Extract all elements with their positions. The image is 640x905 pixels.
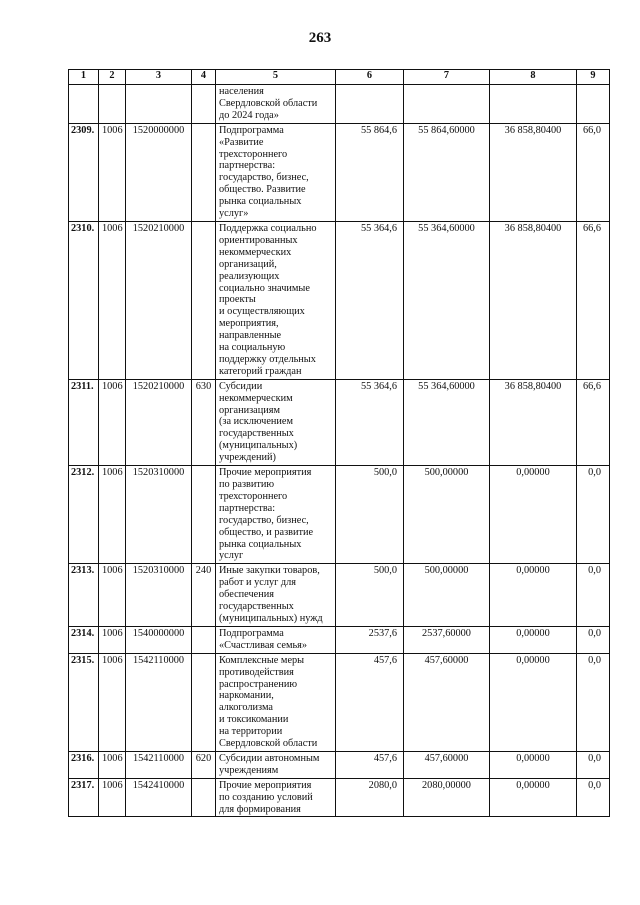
section-code-cell: 1006 [99,466,126,564]
description-cell: Прочие мероприятия по созданию условий для формирования [216,778,336,817]
target-article-cell: 1542110000 [126,751,192,778]
amount-cell: 457,6 [336,653,404,751]
amount-cell: 2080,0 [336,778,404,817]
column-header: 5 [216,70,336,85]
budget-table [68,69,610,817]
target-article-cell: 1520310000 [126,466,192,564]
row-number-cell: 2317. [69,778,99,817]
section-code-cell: 1006 [99,653,126,751]
column-header: 9 [577,70,610,85]
percent-cell: 0,0 [577,751,610,778]
executed-cell: 0,00000 [490,778,577,817]
amount-cell: 500,0 [336,564,404,627]
section-code-cell: 1006 [99,778,126,817]
column-header: 3 [126,70,192,85]
expense-type-cell [192,466,216,564]
amount-cell [336,85,404,124]
amount-cell: 457,6 [336,751,404,778]
section-code-cell: 1006 [99,123,126,221]
target-article-cell: 1520210000 [126,379,192,465]
amount-cell: 2537,60000 [404,626,490,653]
row-number-cell: 2316. [69,751,99,778]
row-number-cell [69,85,99,124]
percent-cell: 0,0 [577,564,610,627]
amount-cell: 2537,6 [336,626,404,653]
row-number-cell: 2313. [69,564,99,627]
expense-type-cell [192,653,216,751]
section-code-cell: 1006 [99,751,126,778]
table-header-row [69,70,610,85]
target-article-cell: 1542410000 [126,778,192,817]
row-number-cell: 2314. [69,626,99,653]
executed-cell: 0,00000 [490,466,577,564]
target-article-cell: 1520000000 [126,123,192,221]
percent-cell: 0,0 [577,653,610,751]
section-code-cell [99,85,126,124]
target-article-cell: 1540000000 [126,626,192,653]
description-cell: Подпрограмма «Счастливая семья» [216,626,336,653]
amount-cell: 457,60000 [404,751,490,778]
table-row [69,123,610,221]
percent-cell [577,85,610,124]
executed-cell: 0,00000 [490,564,577,627]
expense-type-cell [192,85,216,124]
percent-cell: 66,6 [577,221,610,379]
expense-type-cell: 240 [192,564,216,627]
expense-type-cell [192,778,216,817]
amount-cell: 55 864,60000 [404,123,490,221]
executed-cell: 0,00000 [490,653,577,751]
expense-type-cell: 630 [192,379,216,465]
percent-cell: 0,0 [577,626,610,653]
amount-cell: 2080,00000 [404,778,490,817]
target-article-cell [126,85,192,124]
amount-cell: 55 364,60000 [404,379,490,465]
target-article-cell: 1520310000 [126,564,192,627]
section-code-cell: 1006 [99,564,126,627]
table-row [69,85,610,124]
amount-cell: 55 364,6 [336,221,404,379]
percent-cell: 66,0 [577,123,610,221]
description-cell: Поддержка социально ориентированных некоммерческих организаций, реализующих социально значимые проекты и осуществляющих мероприятия, направленные на социальную поддержку отдельных категорий граждан [216,221,336,379]
column-header: 7 [404,70,490,85]
executed-cell: 0,00000 [490,626,577,653]
expense-type-cell [192,123,216,221]
section-code-cell: 1006 [99,221,126,379]
expense-type-cell: 620 [192,751,216,778]
section-code-cell: 1006 [99,626,126,653]
description-cell: Субсидии некоммерческим организациям (за исключением государственных (муниципальных) учреждений) [216,379,336,465]
description-cell: населения Свердловской области до 2024 года» [216,85,336,124]
executed-cell: 0,00000 [490,751,577,778]
executed-cell: 36 858,80400 [490,221,577,379]
row-number-cell: 2312. [69,466,99,564]
table-row [69,778,610,817]
description-cell: Подпрограмма «Развитие трехстороннего партнерства: государство, бизнес, общество. Развитие рынка социальных услуг» [216,123,336,221]
percent-cell: 0,0 [577,466,610,564]
table-row [69,221,610,379]
amount-cell [404,85,490,124]
amount-cell: 55 364,6 [336,379,404,465]
row-number-cell: 2315. [69,653,99,751]
executed-cell: 36 858,80400 [490,123,577,221]
section-code-cell: 1006 [99,379,126,465]
amount-cell: 457,60000 [404,653,490,751]
description-cell: Комплексные меры противодействия распространению наркомании, алкоголизма и токсикомании на территории Свердловской области [216,653,336,751]
amount-cell: 500,0 [336,466,404,564]
column-header: 1 [69,70,99,85]
description-cell: Иные закупки товаров, работ и услуг для обеспечения государственных (муниципальных) нужд [216,564,336,627]
table-row [69,379,610,465]
row-number-cell: 2311. [69,379,99,465]
description-cell: Прочие мероприятия по развитию трехстороннего партнерства: государство, бизнес, общество, и развитие рынка социальных услуг [216,466,336,564]
column-header: 2 [99,70,126,85]
row-number-cell: 2309. [69,123,99,221]
expense-type-cell [192,221,216,379]
description-cell: Субсидии автономным учреждениям [216,751,336,778]
target-article-cell: 1520210000 [126,221,192,379]
table-row [69,751,610,778]
column-header: 6 [336,70,404,85]
row-number-cell: 2310. [69,221,99,379]
table-row [69,466,610,564]
amount-cell: 500,00000 [404,466,490,564]
amount-cell: 500,00000 [404,564,490,627]
amount-cell: 55 364,60000 [404,221,490,379]
executed-cell [490,85,577,124]
table-row [69,564,610,627]
executed-cell: 36 858,80400 [490,379,577,465]
table-row [69,653,610,751]
page-number: 263 [308,30,332,46]
expense-type-cell [192,626,216,653]
column-header: 8 [490,70,577,85]
percent-cell: 0,0 [577,778,610,817]
target-article-cell: 1542110000 [126,653,192,751]
amount-cell: 55 864,6 [336,123,404,221]
column-header: 4 [192,70,216,85]
table-row [69,626,610,653]
percent-cell: 66,6 [577,379,610,465]
